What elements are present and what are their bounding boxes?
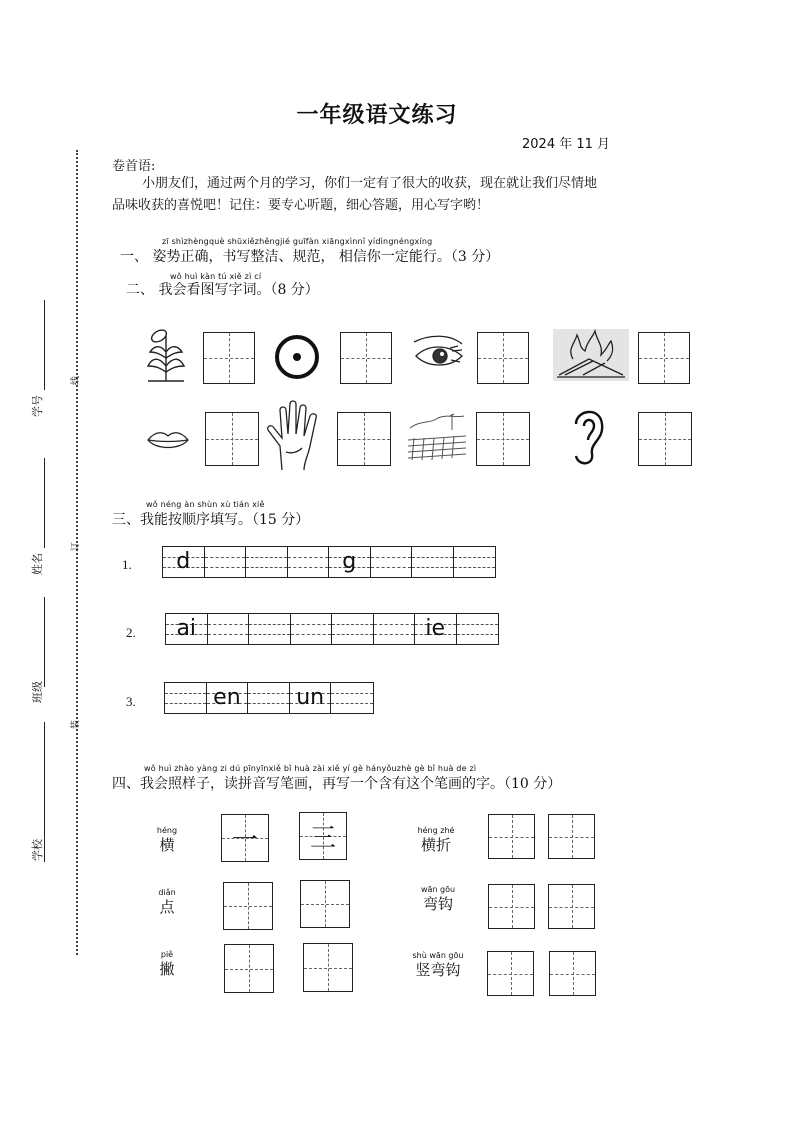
- stroke-name: 横: [159, 836, 175, 854]
- pinyin-cell[interactable]: [249, 614, 291, 644]
- student-id-line: [44, 300, 45, 390]
- class-label: 班级: [31, 681, 44, 703]
- fire-picture: [553, 329, 629, 381]
- pinyin-cell[interactable]: [288, 547, 330, 577]
- pinyin-cell[interactable]: ai: [166, 614, 208, 644]
- write-box[interactable]: [224, 944, 274, 993]
- pinyin-cell[interactable]: [208, 614, 250, 644]
- sun-picture: [272, 332, 322, 382]
- stroke-pinyin: shù wān gōu: [412, 951, 464, 960]
- pinyin-row-3: [164, 682, 374, 714]
- pinyin-cell[interactable]: un: [290, 683, 332, 713]
- pinyin-cell[interactable]: en: [207, 683, 249, 713]
- pinyin-row-2: [165, 613, 499, 645]
- pinyin-cell[interactable]: g: [329, 547, 371, 577]
- mouth-picture: [146, 428, 190, 452]
- student-id-label: 学号: [31, 395, 44, 417]
- write-box[interactable]: [223, 882, 273, 930]
- write-box[interactable]: [548, 884, 595, 929]
- pinyin-cell[interactable]: [246, 547, 288, 577]
- stroke-name: 横折: [420, 836, 451, 854]
- write-box[interactable]: [488, 814, 535, 859]
- preface-line-2: 品味收获的喜悦吧！记住：要专心听题，细心答题，用心写字哟！: [112, 198, 490, 213]
- stroke-pinyin: héng: [156, 826, 178, 835]
- pinyin-cell[interactable]: d: [163, 547, 205, 577]
- stroke-pinyin: diǎn: [158, 888, 176, 897]
- binding-mark-fix: 订: [71, 541, 82, 552]
- section3-heading: 三、我能按顺序填写。（15 分）: [112, 512, 310, 528]
- section4-heading: 四、我会照样子，读拼音写笔画，再写一个含有这个笔画的字。（10 分）: [112, 776, 562, 792]
- write-box[interactable]: [549, 951, 596, 996]
- stroke-pinyin: piě: [160, 950, 174, 959]
- stroke-name: 竖弯钩: [415, 961, 461, 979]
- pinyin-cell[interactable]: [412, 547, 454, 577]
- name-line: [44, 458, 45, 548]
- pinyin-cell[interactable]: [454, 547, 495, 577]
- row-number: 1.: [122, 557, 132, 572]
- pinyin-cell[interactable]: [291, 614, 333, 644]
- stroke-name: 点: [159, 898, 175, 916]
- eye-picture: [410, 334, 466, 378]
- stroke-pinyin: wān gōu: [420, 885, 456, 894]
- section2-pinyin: wǒ huì kàn tú xiě zì cí: [170, 272, 262, 281]
- write-box[interactable]: [203, 332, 255, 384]
- page-title: 一年级语文练习: [296, 102, 458, 128]
- hand-picture: [264, 400, 324, 472]
- pinyin-cell[interactable]: [371, 547, 413, 577]
- stroke-pinyin: héng zhé: [417, 826, 455, 835]
- binding-mark-line: 线: [71, 375, 82, 386]
- binding-mark-pack: 装: [71, 719, 82, 730]
- write-box[interactable]: [487, 951, 534, 996]
- section4-pinyin: wǒ huì zhào yàng zi dú pīnyīnxiě bǐ huà zài xiě yí gè hányǒuzhè gè bǐ huà de zì: [144, 764, 477, 773]
- school-label: 学校: [31, 839, 44, 861]
- write-box[interactable]: [638, 332, 690, 384]
- row-number: 2.: [126, 625, 136, 640]
- section2-heading: 二、 我会看图写字词。（8 分）: [126, 282, 319, 298]
- field-picture: [406, 410, 468, 464]
- pinyin-row-1: [162, 546, 496, 578]
- stroke-name: 弯钩: [422, 895, 453, 913]
- stroke-name: 撇: [159, 960, 175, 978]
- pinyin-cell[interactable]: [332, 614, 374, 644]
- write-box[interactable]: [303, 943, 353, 992]
- section3-pinyin: wǒ néng àn shùn xù tián xiě: [146, 500, 265, 509]
- write-box[interactable]: [476, 412, 530, 466]
- write-box[interactable]: [300, 880, 350, 928]
- pinyin-cell[interactable]: [205, 547, 247, 577]
- pinyin-cell[interactable]: ie: [415, 614, 457, 644]
- write-box[interactable]: [548, 814, 595, 859]
- class-line: [44, 597, 45, 687]
- example-stroke-box: 一: [221, 814, 269, 862]
- binding-dotted-line: [76, 150, 78, 955]
- example-char-box: 三: [299, 812, 347, 860]
- write-box[interactable]: [477, 332, 529, 384]
- name-label: 姓名: [31, 553, 44, 575]
- preface-label: 卷首语:: [112, 159, 156, 174]
- write-box[interactable]: [205, 412, 259, 466]
- pinyin-cell[interactable]: [331, 683, 373, 713]
- row-number: 3.: [126, 694, 136, 709]
- section1-pinyin: zī shìzhèngquè shūxiězhěngjié guīfàn xiāngxìnnǐ yídìngnéngxíng: [162, 237, 433, 246]
- section1-heading: 一、 姿势正确，书写整洁、规范， 相信你一定能行。（3 分）: [120, 249, 500, 265]
- write-box[interactable]: [340, 332, 392, 384]
- exam-date: 2024 年 11 月: [522, 137, 611, 152]
- ear-picture: [566, 404, 606, 468]
- write-box[interactable]: [337, 412, 391, 466]
- pinyin-cell[interactable]: [374, 614, 416, 644]
- write-box[interactable]: [638, 412, 692, 466]
- pinyin-cell[interactable]: [457, 614, 498, 644]
- pinyin-cell[interactable]: [165, 683, 207, 713]
- write-box[interactable]: [488, 884, 535, 929]
- pinyin-cell[interactable]: [248, 683, 290, 713]
- preface-line-1: 小朋友们，通过两个月的学习，你们一定有了很大的收获，现在就让我们尽情地: [142, 176, 598, 191]
- sprout-picture: [142, 326, 190, 382]
